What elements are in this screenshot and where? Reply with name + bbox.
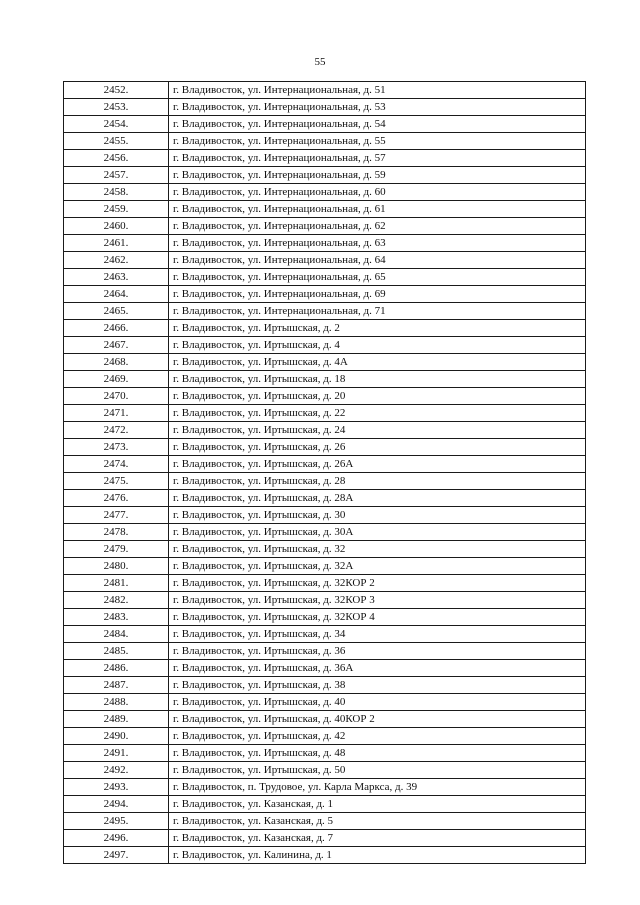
row-address: г. Владивосток, ул. Интернациональная, д. 53 <box>169 99 586 116</box>
row-address: г. Владивосток, ул. Иртышская, д. 50 <box>169 762 586 779</box>
row-address: г. Владивосток, ул. Иртышская, д. 18 <box>169 371 586 388</box>
row-address: г. Владивосток, ул. Иртышская, д. 28 <box>169 473 586 490</box>
table-row <box>64 218 586 235</box>
table-row <box>64 201 586 218</box>
row-number: 2459. <box>64 201 169 218</box>
row-address: г. Владивосток, ул. Иртышская, д. 36А <box>169 660 586 677</box>
table-row <box>64 592 586 609</box>
row-address: г. Владивосток, ул. Интернациональная, д. 71 <box>169 303 586 320</box>
row-address: г. Владивосток, ул. Иртышская, д. 32КОР 3 <box>169 592 586 609</box>
table-row <box>64 575 586 592</box>
table-row <box>64 354 586 371</box>
row-address: г. Владивосток, ул. Иртышская, д. 20 <box>169 388 586 405</box>
row-address: г. Владивосток, ул. Иртышская, д. 24 <box>169 422 586 439</box>
row-address: г. Владивосток, ул. Иртышская, д. 2 <box>169 320 586 337</box>
table-row <box>64 269 586 286</box>
table-row <box>64 643 586 660</box>
row-number: 2475. <box>64 473 169 490</box>
table-row <box>64 541 586 558</box>
row-address: г. Владивосток, ул. Иртышская, д. 30 <box>169 507 586 524</box>
table-row <box>64 558 586 575</box>
row-address: г. Владивосток, ул. Иртышская, д. 32КОР 2 <box>169 575 586 592</box>
table-row <box>64 320 586 337</box>
table-row <box>64 337 586 354</box>
row-number: 2495. <box>64 813 169 830</box>
row-number: 2467. <box>64 337 169 354</box>
row-address: г. Владивосток, ул. Казанская, д. 1 <box>169 796 586 813</box>
row-address: г. Владивосток, ул. Интернациональная, д. 51 <box>169 82 586 99</box>
row-address: г. Владивосток, ул. Интернациональная, д. 54 <box>169 116 586 133</box>
row-number: 2479. <box>64 541 169 558</box>
row-address: г. Владивосток, ул. Иртышская, д. 48 <box>169 745 586 762</box>
table-row <box>64 524 586 541</box>
row-address: г. Владивосток, ул. Иртышская, д. 32А <box>169 558 586 575</box>
row-number: 2493. <box>64 779 169 796</box>
table-row <box>64 99 586 116</box>
table-row <box>64 728 586 745</box>
table-row <box>64 133 586 150</box>
row-address: г. Владивосток, ул. Интернациональная, д. 61 <box>169 201 586 218</box>
row-number: 2491. <box>64 745 169 762</box>
row-address: г. Владивосток, ул. Иртышская, д. 22 <box>169 405 586 422</box>
table-row <box>64 422 586 439</box>
row-number: 2453. <box>64 99 169 116</box>
table-row <box>64 150 586 167</box>
row-address: г. Владивосток, ул. Интернациональная, д. 59 <box>169 167 586 184</box>
row-address: г. Владивосток, ул. Иртышская, д. 36 <box>169 643 586 660</box>
row-address: г. Владивосток, ул. Иртышская, д. 40 <box>169 694 586 711</box>
table-row <box>64 745 586 762</box>
row-number: 2483. <box>64 609 169 626</box>
row-number: 2496. <box>64 830 169 847</box>
row-address: г. Владивосток, ул. Иртышская, д. 26 <box>169 439 586 456</box>
row-address: г. Владивосток, ул. Иртышская, д. 32 <box>169 541 586 558</box>
row-address: г. Владивосток, ул. Иртышская, д. 28А <box>169 490 586 507</box>
row-address: г. Владивосток, ул. Калинина, д. 1 <box>169 847 586 864</box>
row-number: 2452. <box>64 82 169 99</box>
row-address: г. Владивосток, ул. Интернациональная, д. 62 <box>169 218 586 235</box>
table-row <box>64 167 586 184</box>
row-number: 2455. <box>64 133 169 150</box>
row-number: 2472. <box>64 422 169 439</box>
table-row <box>64 779 586 796</box>
row-address: г. Владивосток, ул. Иртышская, д. 30А <box>169 524 586 541</box>
table-row <box>64 626 586 643</box>
table-row <box>64 711 586 728</box>
table-row <box>64 660 586 677</box>
table-row <box>64 184 586 201</box>
row-address: г. Владивосток, ул. Интернациональная, д. 55 <box>169 133 586 150</box>
table-row <box>64 609 586 626</box>
row-address: г. Владивосток, ул. Интернациональная, д. 64 <box>169 252 586 269</box>
table-row <box>64 286 586 303</box>
row-address: г. Владивосток, ул. Интернациональная, д. 63 <box>169 235 586 252</box>
table-row <box>64 830 586 847</box>
row-address: г. Владивосток, ул. Интернациональная, д. 60 <box>169 184 586 201</box>
table-row <box>64 116 586 133</box>
table-row <box>64 507 586 524</box>
row-number: 2469. <box>64 371 169 388</box>
row-number: 2458. <box>64 184 169 201</box>
row-number: 2492. <box>64 762 169 779</box>
row-number: 2478. <box>64 524 169 541</box>
row-number: 2470. <box>64 388 169 405</box>
table-row <box>64 490 586 507</box>
row-number: 2476. <box>64 490 169 507</box>
row-number: 2497. <box>64 847 169 864</box>
row-number: 2466. <box>64 320 169 337</box>
row-number: 2477. <box>64 507 169 524</box>
table-row <box>64 388 586 405</box>
table-row <box>64 762 586 779</box>
table-row <box>64 405 586 422</box>
row-number: 2456. <box>64 150 169 167</box>
row-number: 2471. <box>64 405 169 422</box>
row-address: г. Владивосток, ул. Иртышская, д. 32КОР 4 <box>169 609 586 626</box>
address-table-body <box>64 82 586 864</box>
table-row <box>64 371 586 388</box>
row-address: г. Владивосток, ул. Казанская, д. 5 <box>169 813 586 830</box>
row-number: 2454. <box>64 116 169 133</box>
row-address: г. Владивосток, ул. Интернациональная, д. 57 <box>169 150 586 167</box>
row-address: г. Владивосток, ул. Иртышская, д. 38 <box>169 677 586 694</box>
row-address: г. Владивосток, ул. Иртышская, д. 26А <box>169 456 586 473</box>
row-number: 2480. <box>64 558 169 575</box>
row-address: г. Владивосток, ул. Иртышская, д. 4 <box>169 337 586 354</box>
address-table <box>63 81 586 864</box>
table-row <box>64 847 586 864</box>
row-number: 2460. <box>64 218 169 235</box>
row-address: г. Владивосток, ул. Интернациональная, д. 65 <box>169 269 586 286</box>
table-row <box>64 235 586 252</box>
row-number: 2457. <box>64 167 169 184</box>
row-number: 2465. <box>64 303 169 320</box>
row-address: г. Владивосток, ул. Интернациональная, д. 69 <box>169 286 586 303</box>
row-number: 2463. <box>64 269 169 286</box>
row-number: 2474. <box>64 456 169 473</box>
table-row <box>64 82 586 99</box>
table-row <box>64 252 586 269</box>
row-address: г. Владивосток, ул. Казанская, д. 7 <box>169 830 586 847</box>
row-number: 2468. <box>64 354 169 371</box>
row-number: 2473. <box>64 439 169 456</box>
table-row <box>64 439 586 456</box>
table-row <box>64 813 586 830</box>
row-number: 2484. <box>64 626 169 643</box>
table-row <box>64 303 586 320</box>
row-number: 2485. <box>64 643 169 660</box>
page-number: 55 <box>314 56 326 68</box>
row-number: 2462. <box>64 252 169 269</box>
table-row <box>64 456 586 473</box>
row-number: 2488. <box>64 694 169 711</box>
row-address: г. Владивосток, ул. Иртышская, д. 42 <box>169 728 586 745</box>
row-number: 2489. <box>64 711 169 728</box>
table-row <box>64 796 586 813</box>
row-number: 2464. <box>64 286 169 303</box>
row-number: 2486. <box>64 660 169 677</box>
row-number: 2481. <box>64 575 169 592</box>
row-number: 2461. <box>64 235 169 252</box>
table-row <box>64 694 586 711</box>
row-number: 2487. <box>64 677 169 694</box>
table-row <box>64 677 586 694</box>
row-number: 2482. <box>64 592 169 609</box>
row-address: г. Владивосток, п. Трудовое, ул. Карла Маркса, д. 39 <box>169 779 586 796</box>
row-number: 2490. <box>64 728 169 745</box>
table-row <box>64 473 586 490</box>
row-number: 2494. <box>64 796 169 813</box>
row-address: г. Владивосток, ул. Иртышская, д. 4А <box>169 354 586 371</box>
row-address: г. Владивосток, ул. Иртышская, д. 40КОР 2 <box>169 711 586 728</box>
row-address: г. Владивосток, ул. Иртышская, д. 34 <box>169 626 586 643</box>
